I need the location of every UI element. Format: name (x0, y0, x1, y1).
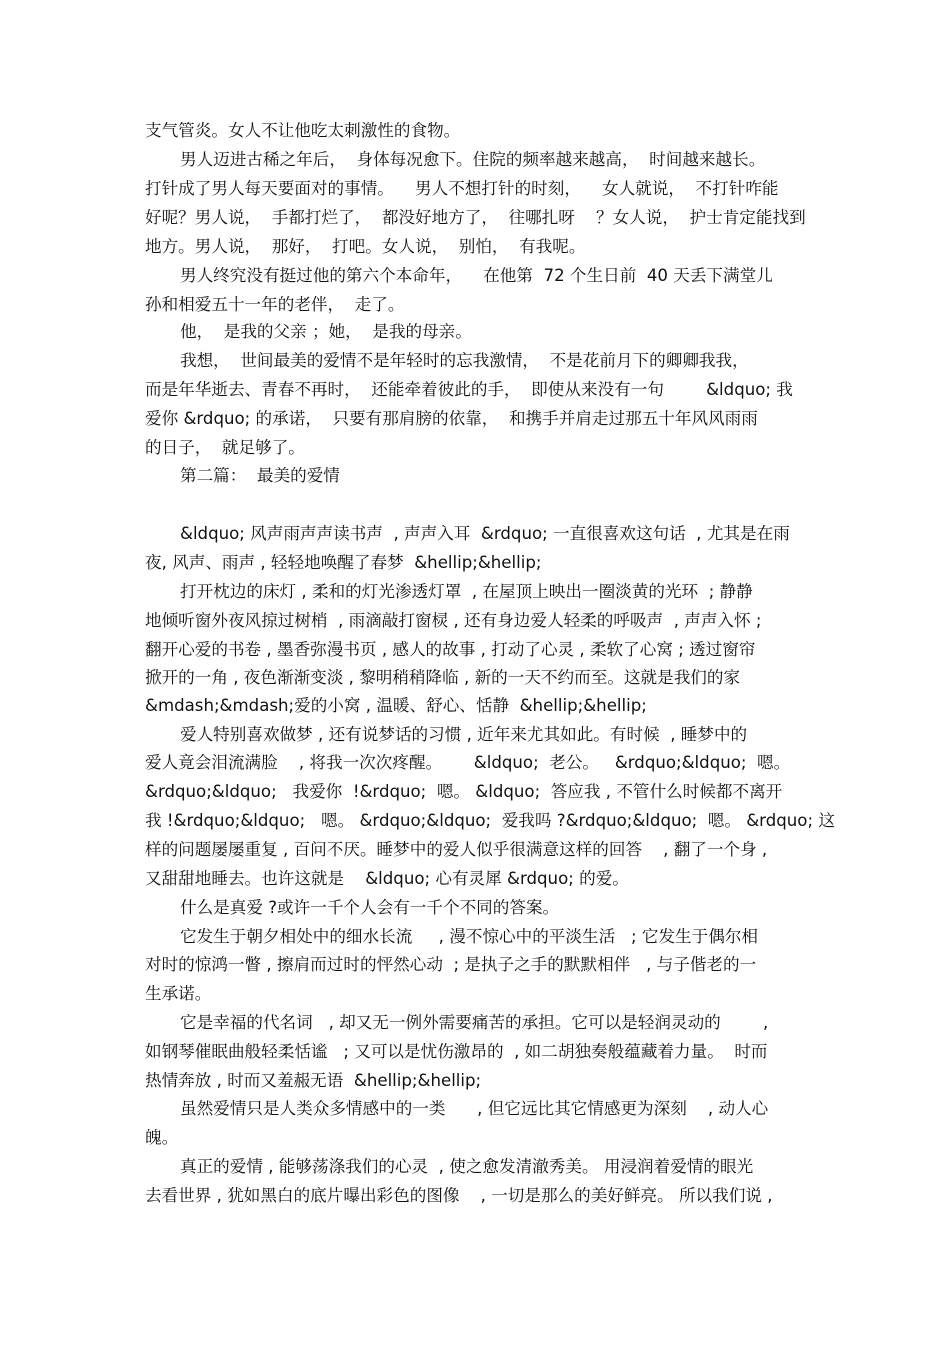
text-line: 孙和相爱五十一年的老伴， 走了。 (145, 295, 405, 314)
text-line: 我想， 世间最美的爱情不是年轻时的忘我激情， 不是花前月下的卿卿我我， (180, 351, 749, 370)
text-line: 样的问题屡屡重复 , 百问不厌。睡梦中的爱人似乎很满意这样的回答 , 翻了一个身 , (145, 840, 768, 859)
text-line: 去看世界 , 犹如黑白的底片曝出彩色的图像 , 一切是那么的美好鲜亮。 所以我们说 , (145, 1186, 773, 1205)
text-line: 打针成了男人每天要面对的事情。 男人不想打针的时刻， 女人就说， 不打针咋能 (145, 179, 779, 198)
text-line: 我 !&rdquo;&ldquo; 嗯。 &rdquo;&ldquo; 爱我吗 ?&rdquo;&ldquo; 嗯。 &rdquo; 这 (145, 811, 835, 830)
text-line: 生承诺。 (145, 984, 212, 1003)
text-line: 地方。男人说， 那好， 打吧。女人说， 别怕， 有我呢。 (145, 237, 586, 256)
text-line: 掀开的一角 , 夜色渐渐变淡 , 黎明稍稍降临 , 新的一天不约而至。这就是我们的家 (145, 668, 741, 687)
section-heading: 第二篇： 最美的爱情 (180, 466, 340, 485)
text-line: 虽然爱情只是人类众多情感中的一类 , 但它远比其它情感更为深刻 , 动人心 (180, 1099, 769, 1118)
text-line: &ldquo; 风声雨声声读书声 , 声声入耳 &rdquo; 一直很喜欢这句话 , 尤其是在雨 (180, 524, 790, 543)
text-line: 夜, 风声、雨声 , 轻轻地唤醒了春梦 &hellip;&hellip; (145, 553, 542, 572)
text-line: 好呢？男人说， 手都打烂了， 都没好地方了， 往哪扎呀 ？女人说， 护士肯定能找到 (145, 208, 806, 227)
text-line: 地倾听窗外夜风掠过树梢 , 雨滴敲打窗棂 , 还有身边爱人轻柔的呼吸声 , 声声入怀 ; (145, 611, 762, 630)
text-line: 的日子， 就足够了。 (145, 438, 305, 457)
text-line: 翻开心爱的书卷 , 墨香弥漫书页 , 感人的故事 , 打动了心灵 , 柔软了心窝 ; 透过窗帘 (145, 640, 756, 659)
text-line: &rdquo;&ldquo; 我爱你 !&rdquo; 嗯。 &ldquo; 答应我 , 不管什么时候都不离开 (145, 782, 783, 801)
text-line: 如钢琴催眠曲般轻柔恬谧 ; 又可以是忧伤激昂的 , 如二胡独奏般蕴藏着力量。 时而 (145, 1042, 768, 1061)
text-line: 爱人特别喜欢做梦 , 还有说梦话的习惯 , 近年来尤其如此。有时候 , 睡梦中的 (180, 725, 748, 744)
text-line: 男人终究没有挺过他的第六个本命年， 在他第 72 个生日前 40 天丢下满堂儿 (180, 266, 773, 285)
text-line: 它是幸福的代名词 , 却又无一例外需要痛苦的承担。它可以是轻润灵动的 , (180, 1013, 769, 1032)
text-line: 热情奔放 , 时而又羞赧无语 &hellip;&hellip; (145, 1071, 482, 1090)
text-line: 爱人竟会泪流满脸 , 将我一次次疼醒。 &ldquo; 老公。 &rdquo;&ldquo; 嗯。 (145, 753, 791, 772)
text-line: 爱你 &rdquo; 的承诺， 只要有那肩膀的依靠， 和携手并肩走过那五十年风风雨雨 (145, 409, 758, 428)
text-line: 支气管炎。女人不让他吃太刺激性的食物。 (145, 121, 461, 140)
text-line: 男人迈进古稀之年后， 身体每况愈下。住院的频率越来越高， 时间越来越长。 (180, 150, 766, 169)
text-line: 魄。 (145, 1128, 179, 1147)
text-line: 而是年华逝去、青春不再时， 还能牵着彼此的手， 即使从来没有一句 &ldquo; 我 (145, 380, 793, 399)
text-line: 真正的爱情 , 能够荡涤我们的心灵 , 使之愈发清澈秀美。 用浸润着爱情的眼光 (180, 1157, 754, 1176)
text-line: 对时的惊鸿一瞥 , 擦肩而过时的怦然心动 ; 是执子之手的默默相伴 , 与子偕老的一 (145, 955, 757, 974)
text-line: 又甜甜地睡去。也许这就是 &ldquo; 心有灵犀 &rdquo; 的爱。 (145, 869, 629, 888)
text-line: &mdash;&mdash;爱的小窝 , 温暖、舒心、恬静 &hellip;&hellip; (145, 696, 647, 715)
text-line: 他， 是我的父亲 ；她， 是我的母亲。 (180, 322, 472, 341)
text-line: 什么是真爱 ?或许一千个人会有一千个不同的答案。 (180, 898, 560, 917)
text-line: 打开枕边的床灯 , 柔和的灯光渗透灯罩 , 在屋顶上映出一圈淡黄的光环 ; 静静 (180, 582, 753, 601)
text-line: 它发生于朝夕相处中的细水长流 , 漫不惊心中的平淡生活 ; 它发生于偶尔相 (180, 927, 759, 946)
